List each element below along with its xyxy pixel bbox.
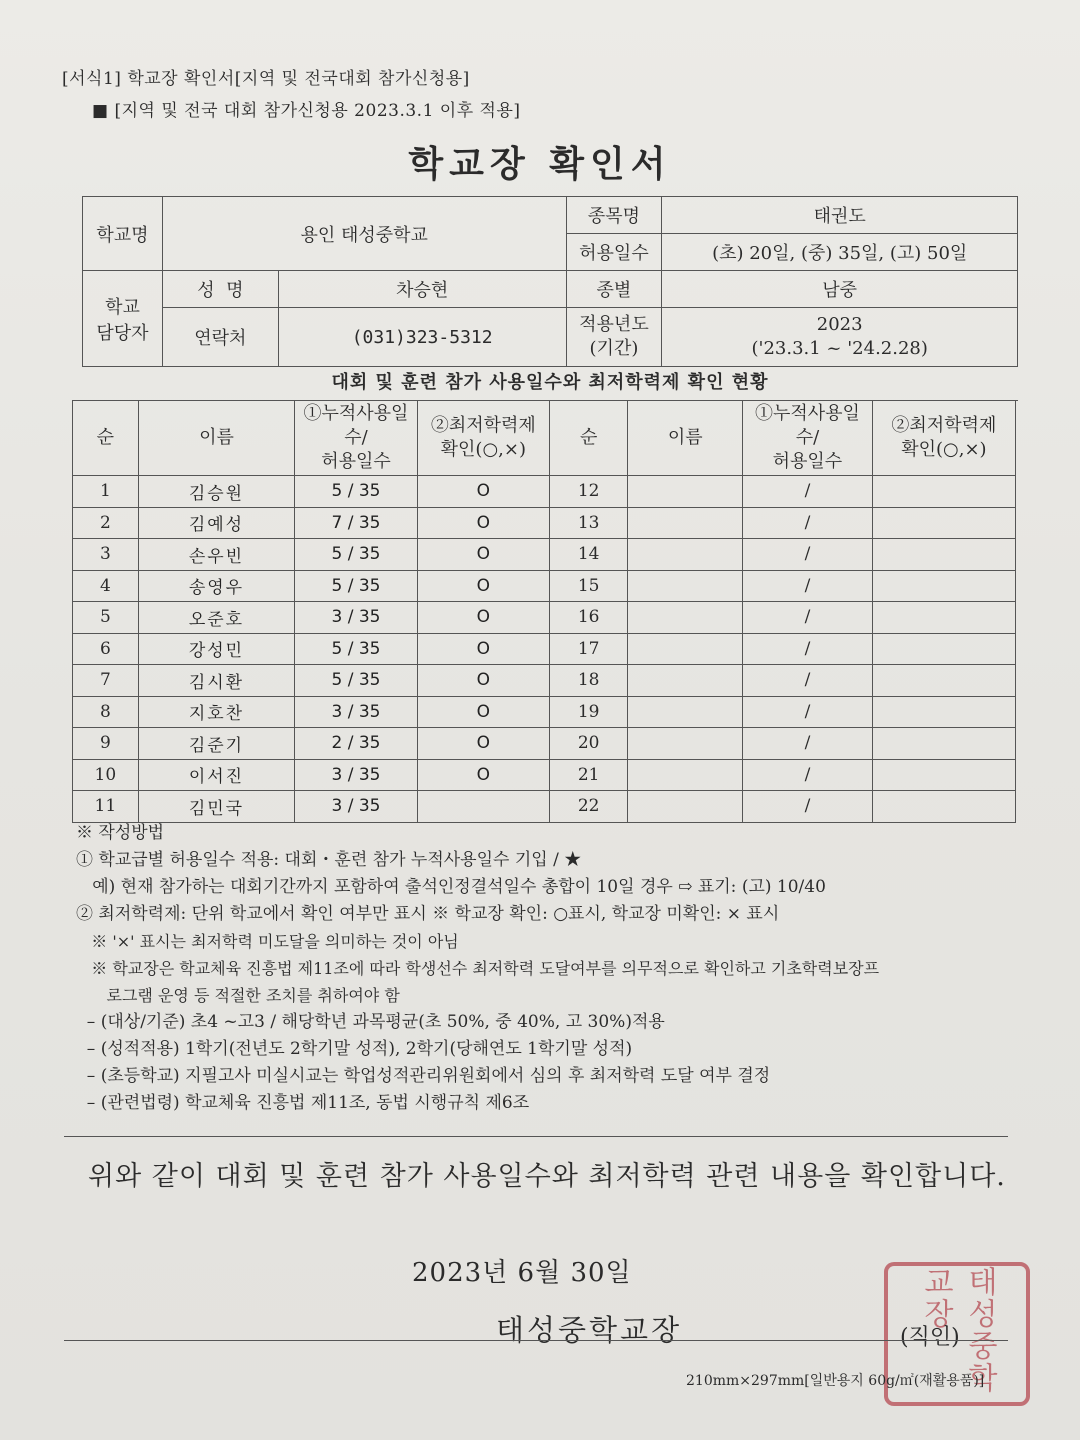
row-name-right [628,759,743,791]
school-info-table [82,196,1018,367]
row-no: 6 [73,633,139,665]
year-period: ('23.3.1 ~ '24.2.28) [751,338,928,359]
row-no-right: 21 [549,759,627,791]
col-no: 순 [73,401,139,476]
table-row [73,696,1016,728]
row-no: 11 [73,791,139,823]
row-check-right [872,476,1015,508]
row-no-right: 16 [549,602,627,634]
row-name: 강성민 [138,633,295,665]
table-row [73,728,1016,760]
row-name: 송영우 [138,570,295,602]
row-name: 김예성 [138,507,295,539]
row-name: 김시환 [138,665,295,697]
notes-section [76,820,1036,1117]
row-name-right [628,665,743,697]
note-line: 로그램 운영 등 적절한 조치를 취하여야 함 [76,986,400,1005]
note-line: ① 학교급별 허용일수 적용: 대회・훈련 참가 누적사용일수 기입 / ★ [76,850,582,870]
row-check-right [872,696,1015,728]
table-row [73,570,1016,602]
row-name-right [628,791,743,823]
row-days: 5 / 35 [295,633,417,665]
row-check: O [417,696,549,728]
row-days-right: / [743,728,873,760]
principal-name: 태성중학교장 [496,1313,683,1347]
row-name-right [628,696,743,728]
type-label: 종별 [566,271,662,308]
row-check: O [417,633,549,665]
row-no: 7 [73,665,139,697]
note-line: – (대상/기준) 초4 ~고3 / 해당학년 과목평균(초 50%, 중 40%, 고 30%)적용 [76,1012,665,1032]
row-check: O [417,539,549,571]
name-value: 차승현 [278,271,566,308]
row-days: 7 / 35 [295,507,417,539]
row-days: 3 / 35 [295,759,417,791]
row-days: 3 / 35 [295,696,417,728]
year-cell [662,308,1018,367]
row-check-right [872,539,1015,571]
footer-spec: 210mm×297mm[일반용지 60g/㎡(재활용품)] [686,1373,985,1389]
table-row [73,665,1016,697]
row-name-right [628,728,743,760]
row-no-right: 13 [549,507,627,539]
note-line: ※ 작성방법 [76,823,165,843]
row-no-right: 20 [549,728,627,760]
row-name: 이서진 [138,759,295,791]
row-days: 3 / 35 [295,602,417,634]
row-name: 김준기 [138,728,295,760]
col-no-right: 순 [549,401,627,476]
sub-label: ■ [지역 및 전국 대회 참가신청용 2023.3.1 이후 적용] [92,101,521,121]
roster-title: 대회 및 훈련 참가 사용일수와 최저학력제 확인 현황 [82,366,1018,401]
note-line: 예) 현재 참가하는 대회기간까지 포함하여 출석인정결석일수 총합이 10일 경우 ⇨ 표기: (고) 10/40 [76,877,826,897]
page-title: 학교장 확인서 [408,144,672,185]
row-days: 3 / 35 [295,791,417,823]
row-days-right: / [743,696,873,728]
row-check: O [417,507,549,539]
table-row [73,539,1016,571]
row-check: O [417,570,549,602]
row-no: 9 [73,728,139,760]
divider [64,1136,1008,1137]
row-name-right [628,570,743,602]
note-line: – (관련법령) 학교체육 진흥법 제11조, 동법 시행규칙 제6조 [76,1093,530,1113]
row-no: 5 [73,602,139,634]
name-label: 성 명 [162,271,278,308]
row-name-right [628,539,743,571]
row-name: 지호찬 [138,696,295,728]
row-check: O [417,476,549,508]
row-check-right [872,570,1015,602]
school-value: 용인 태성중학교 [162,197,566,271]
seal-label: (직인) [900,1325,960,1350]
row-days-right: / [743,539,873,571]
row-check [417,791,549,823]
row-days-right: / [743,570,873,602]
col-days: ①누적사용일수/ 허용일수 [295,401,417,476]
row-check-right [872,791,1015,823]
row-check: O [417,759,549,791]
col-check: ②최저학력제 확인(○,×) [417,401,549,476]
row-name-right [628,507,743,539]
row-days-right: / [743,476,873,508]
row-days-right: / [743,759,873,791]
row-days-right: / [743,602,873,634]
row-no: 4 [73,570,139,602]
row-no-right: 14 [549,539,627,571]
row-check: O [417,665,549,697]
row-name: 김민국 [138,791,295,823]
row-days: 5 / 35 [295,476,417,508]
roster-table [72,400,1016,823]
row-no: 10 [73,759,139,791]
allowed-label: 허용일수 [566,234,662,271]
note-line: – (초등학교) 지필고사 미실시교는 학업성적관리위원회에서 심의 후 최저학력 도달 여부 결정 [76,1066,771,1086]
note-line: ② 최저학력제: 단위 학교에서 확인 여부만 표시 ※ 학교장 확인: ○표시, 학교장 미확인: × 표시 [76,904,780,924]
row-no-right: 12 [549,476,627,508]
school-label: 학교명 [83,197,163,271]
row-check-right [872,759,1015,791]
row-no-right: 18 [549,665,627,697]
row-name-right [628,633,743,665]
row-days: 5 / 35 [295,539,417,571]
row-no: 8 [73,696,139,728]
row-no: 2 [73,507,139,539]
row-days-right: / [743,507,873,539]
row-name: 김승원 [138,476,295,508]
note-line: ※ 학교장은 학교체육 진흥법 제11조에 따라 학생선수 최저학력 도달여부를 의무적으로 확인하고 기초학력보장프 [76,959,880,978]
date-text: 2023년 6월 30일 [412,1258,632,1288]
row-check-right [872,633,1015,665]
type-value: 남중 [662,271,1018,308]
table-row [73,633,1016,665]
row-no: 3 [73,539,139,571]
note-line: ※ '×' 표시는 최저학력 미도달을 의미하는 것이 아님 [76,932,459,951]
table-row [73,791,1016,823]
col-name: 이름 [138,401,295,476]
form-label: [서식1] 학교장 확인서[지역 및 전국대회 참가신청용] [62,69,470,89]
row-name-right [628,476,743,508]
note-line: – (성적적용) 1학기(전년도 2학기말 성적), 2학기(당해연도 1학기말 성적) [76,1039,633,1059]
row-days-right: / [743,665,873,697]
table-row [73,476,1016,508]
year-label: 적용년도 (기간) [566,308,662,367]
row-no-right: 17 [549,633,627,665]
row-no-right: 15 [549,570,627,602]
event-label: 종목명 [566,197,662,234]
divider-bottom [64,1340,1008,1341]
row-name: 손우빈 [138,539,295,571]
year-value: 2023 [816,314,863,335]
row-days: 5 / 35 [295,665,417,697]
confirm-text: 위와 같이 대회 및 훈련 참가 사용일수와 최저학력 관련 내용을 확인합니다. [88,1161,1006,1192]
allowed-value: (초) 20일, (중) 35일, (고) 50일 [662,234,1018,271]
manager-label: 학교 담당자 [83,271,163,367]
row-no-right: 22 [549,791,627,823]
contact-label: 연락처 [162,308,278,367]
row-days-right: / [743,633,873,665]
row-check: O [417,728,549,760]
row-check-right [872,602,1015,634]
seal-text: 태성중학교장 [918,1266,997,1394]
col-name-right: 이름 [628,401,743,476]
table-row [73,602,1016,634]
row-no: 1 [73,476,139,508]
contact-value: (031)323-5312 [278,308,566,367]
row-no-right: 19 [549,696,627,728]
row-check: O [417,602,549,634]
event-value: 태권도 [662,197,1018,234]
row-check-right [872,728,1015,760]
row-check-right [872,507,1015,539]
row-days: 5 / 35 [295,570,417,602]
col-check-right: ②최저학력제 확인(○,×) [872,401,1015,476]
row-days: 2 / 35 [295,728,417,760]
row-name-right [628,602,743,634]
row-check-right [872,665,1015,697]
col-days-right: ①누적사용일수/ 허용일수 [743,401,873,476]
row-name: 오준호 [138,602,295,634]
row-days-right: / [743,791,873,823]
table-row [73,507,1016,539]
table-row [73,759,1016,791]
